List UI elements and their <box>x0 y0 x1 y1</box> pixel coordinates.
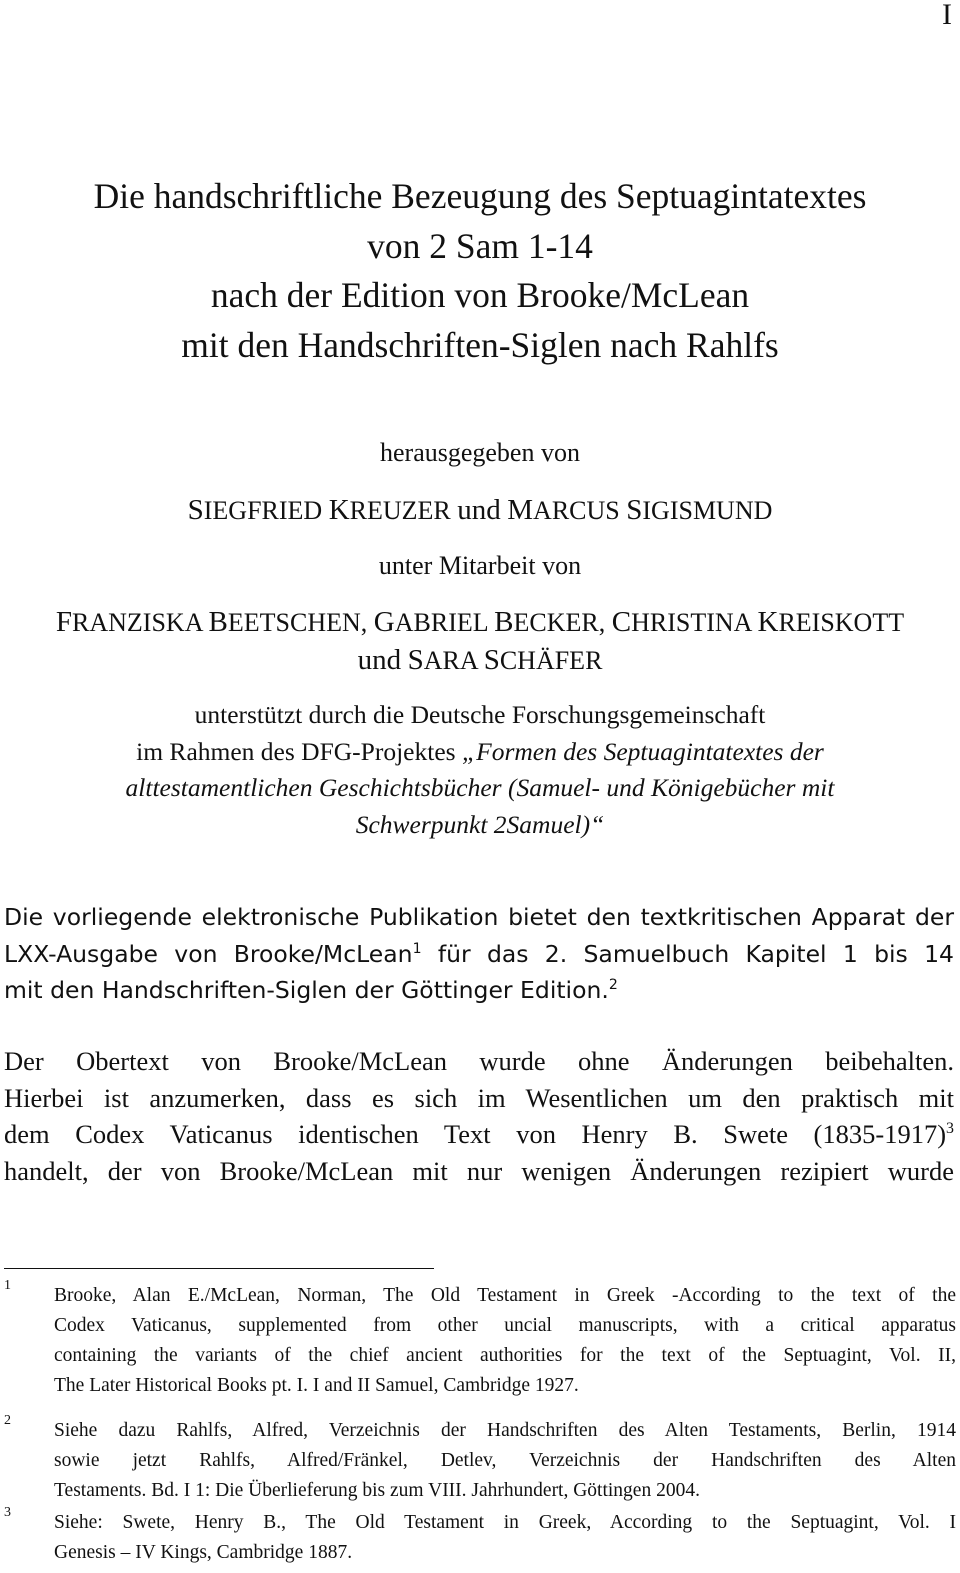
project-title: Schwerpunkt 2Samuel)“ <box>355 809 605 839</box>
collaboration-label: unter Mitarbeit von <box>378 551 582 580</box>
funding-line <box>30 770 930 807</box>
collaborator-rest: RANZISKA <box>72 608 203 637</box>
paragraph-text: für das 2. Samuelbuch Kapitel 1 bis 14 <box>421 939 954 968</box>
editors-joiner: und <box>457 494 501 526</box>
footnote-line: containing the variants of the chief ancient authorities for the text of the Septuagint, Vol. II, <box>54 1345 956 1366</box>
collaborator-rest: CHÄFER <box>499 646 603 675</box>
collaborator-initial: G <box>373 606 395 638</box>
funding-line: unterstützt durch die Deutsche Forschungsgemeinschaft <box>194 700 766 729</box>
collaborator-initial: B <box>494 606 514 638</box>
publisher-label: herausgegeben von <box>380 438 580 467</box>
collaborator-rest: ARA <box>423 646 478 675</box>
paragraph-text: mit den Handschriften-Siglen der Göttinger Edition. <box>4 976 609 1004</box>
title-line: mit den Handschriften-Siglen nach Rahlfs <box>181 324 779 365</box>
body-paragraph <box>4 1043 954 1189</box>
paragraph-line <box>4 1116 954 1153</box>
paragraph-line: Hierbei ist anzumerken, dass es sich im Wesentlichen um den praktisch mit <box>4 1082 954 1113</box>
footnote-ref: 1 <box>412 940 422 957</box>
footnote-number: 1 <box>4 1278 11 1293</box>
funding-line <box>30 734 930 771</box>
footnote-line: Testaments. Bd. I 1: Die Überlieferung bis zum VIII. Jahrhundert, Göttingen 2004. <box>54 1480 700 1501</box>
editor-name-initial: K <box>328 494 350 526</box>
editors-line <box>0 491 960 530</box>
editor-name-rest: IEGFRIED <box>203 496 323 525</box>
footnote-line: Brooke, Alan E./McLean, Norman, The Old Testament in Greek -According to the text of the <box>54 1285 956 1306</box>
project-title: „Formen des Septuagintatextes der <box>461 736 824 766</box>
collaborator-rest: ABRIEL <box>394 608 488 637</box>
footnote-ref: 3 <box>946 1120 954 1138</box>
funding-statement <box>30 697 930 843</box>
footnote-line: sowie jetzt Rahlfs, Alfred/Fränkel, Detlev, Verzeichnis der Handschriften des Alten <box>54 1450 956 1471</box>
document-title <box>0 172 960 370</box>
editor-name-initial: M <box>507 494 534 526</box>
editor-name-rest: ARCUS <box>533 496 620 525</box>
footnote-text <box>54 1508 956 1568</box>
footnote-line: The Later Historical Books pt. I. I and II Samuel, Cambridge 1927. <box>54 1375 579 1396</box>
funding-text: im Rahmen des DFG-Projektes <box>136 736 462 766</box>
footnote-ref: 2 <box>608 977 618 994</box>
collaborators-line <box>0 641 960 680</box>
collaborator-initial: K <box>757 606 779 638</box>
collaborators-line <box>0 603 960 642</box>
collaborator-rest: REISKOTT <box>778 608 905 637</box>
collaborators-joiner: und <box>357 644 402 676</box>
footnote-separator <box>4 1268 434 1269</box>
collaborator-initial: B <box>208 606 228 638</box>
paragraph-line <box>4 936 954 973</box>
intro-paragraph <box>4 899 954 1009</box>
collaborator-rest: HRISTINA <box>631 608 751 637</box>
footnote-line: Siehe dazu Rahlfs, Alfred, Verzeichnis der Handschriften des Alten Testaments, Berlin, 1914 <box>54 1420 956 1441</box>
editor-name-rest: REUZER <box>349 496 451 525</box>
paragraph-line: handelt, der von Brooke/McLean mit nur wenigen Änderungen rezipiert wurde <box>4 1155 954 1186</box>
footnote-line: Genesis – IV Kings, Cambridge 1887. <box>54 1542 353 1563</box>
editor-name-initial: S <box>187 494 204 526</box>
footnote-number: 3 <box>4 1505 11 1520</box>
paragraph-line: Der Obertext von Brooke/McLean wurde ohne Änderungen beibehalten. <box>4 1046 954 1076</box>
collaborator-initial: F <box>55 606 73 638</box>
title-line: Die handschriftliche Bezeugung des Septuagintatextes <box>93 176 867 216</box>
funding-line <box>30 807 930 844</box>
paragraph-line: Die vorliegende elektronische Publikation bietet den textkritischen Apparat der <box>4 903 954 931</box>
paragraph-line <box>4 972 954 1009</box>
collaborator-initial: S <box>407 644 424 676</box>
footnote-number: 2 <box>4 1413 11 1428</box>
paragraph-text: dem Codex Vaticanus identischen Text von Henry B. Swete (1835-1917) <box>4 1119 947 1149</box>
editor-name-rest: IGISMUND <box>642 496 773 525</box>
project-title: alttestamentlichen Geschichtsbücher (Samuel- und Königebücher mit <box>125 773 835 802</box>
footnote-line: Siehe: Swete, Henry B., The Old Testament in Greek, According to the Septuagint, Vol. I <box>54 1512 956 1533</box>
paragraph-text: LXX-Ausgabe von Brooke/McLean <box>4 939 413 968</box>
footnote-line: Codex Vaticanus, supplemented from other uncial manuscripts, with a critical apparatus <box>54 1315 956 1336</box>
collaborator-rest: EETSCHEN, <box>227 608 368 637</box>
footnote-text <box>54 1416 956 1506</box>
collaborator-initial: S <box>483 644 500 676</box>
collaborator-initial: C <box>611 606 632 638</box>
editor-name-initial: S <box>626 494 643 526</box>
footnote-text <box>54 1281 956 1401</box>
title-line: von 2 Sam 1-14 <box>367 225 593 266</box>
page-number: I <box>942 0 952 31</box>
title-line: nach der Edition von Brooke/McLean <box>210 275 750 315</box>
collaborator-rest: ECKER, <box>513 608 606 637</box>
